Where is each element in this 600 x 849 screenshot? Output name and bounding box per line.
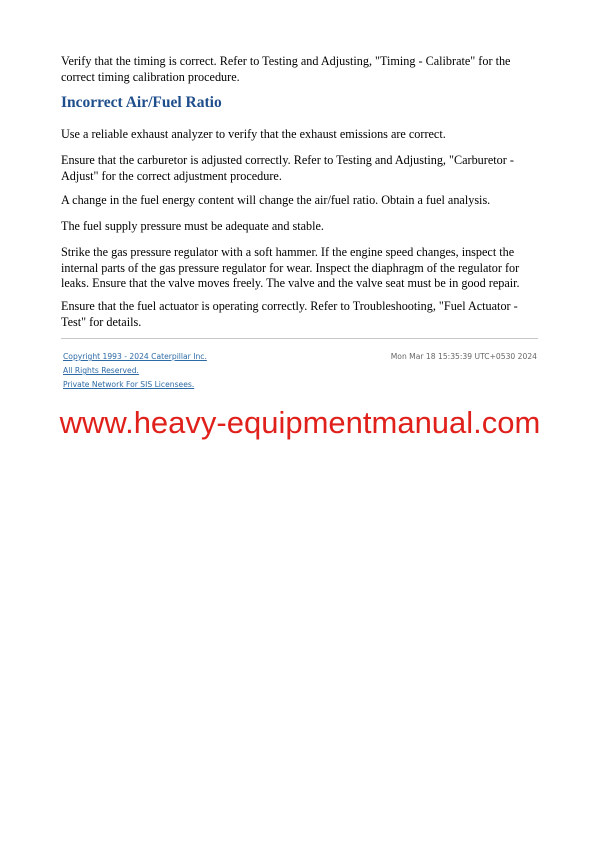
copyright-link[interactable]: Copyright 1993 - 2024 Caterpillar Inc. <box>63 352 207 361</box>
footer-divider <box>61 338 538 339</box>
intro-paragraph: Verify that the timing is correct. Refer to Testing and Adjusting, "Timing - Calibrate" for the correct timing calibration procedure. <box>61 54 511 84</box>
rights-link[interactable]: All Rights Reserved. <box>63 366 139 375</box>
watermark-url: www.heavy-equipmentmanual.com <box>59 405 541 440</box>
footer-timestamp: Mon Mar 18 15:35:39 UTC+0530 2024 <box>390 352 537 361</box>
private-network-link[interactable]: Private Network For SIS Licensees. <box>63 380 195 389</box>
paragraph-carburetor: Ensure that the carburetor is adjusted correctly. Refer to Testing and Adjusting, "Carburetor - Adjust" for the correct adjustment procedure. <box>61 153 514 183</box>
paragraph-fuel-energy: A change in the fuel energy content will change the air/fuel ratio. Obtain a fuel analysis. <box>61 193 491 207</box>
section-heading: Incorrect Air/Fuel Ratio <box>61 94 222 111</box>
paragraph-gas-regulator: Strike the gas pressure regulator with a soft hammer. If the engine speed changes, inspect the internal parts of the gas pressure regulator for wear. Inspect the diaphragm of the regulator for leaks. Ensure that the valve moves freely. The valve and the valve seat must be in good repair. <box>61 245 520 290</box>
paragraph-fuel-supply: The fuel supply pressure must be adequate and stable. <box>61 219 324 233</box>
paragraph-exhaust-analyzer: Use a reliable exhaust analyzer to verify that the exhaust emissions are correct. <box>61 127 446 141</box>
paragraph-fuel-actuator: Ensure that the fuel actuator is operating correctly. Refer to Troubleshooting, "Fuel Actuator - Test" for details. <box>61 299 518 329</box>
